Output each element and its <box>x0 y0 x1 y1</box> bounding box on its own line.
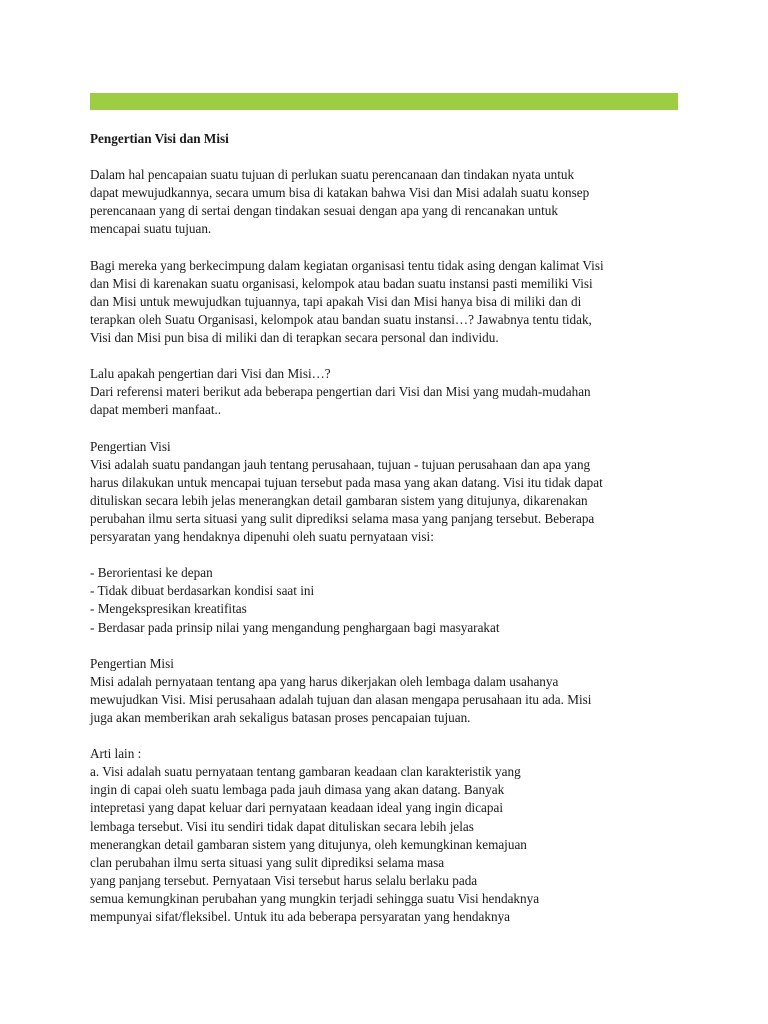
paragraph <box>90 655 690 727</box>
text-line: lembaga tersebut. Visi itu sendiri tidak dapat dituliskan secara lebih jelas <box>90 818 474 834</box>
text-line: Visi dan Misi pun bisa di miliki dan di terapkan secara personal dan individu. <box>90 330 499 346</box>
text-line: yang panjang tersebut. Pernyataan Visi tersebut harus selalu berlaku pada <box>90 872 478 888</box>
text-line: perubahan ilmu serta situasi yang sulit diprediksi selama masa yang panjang tersebut. Beberapa <box>90 510 595 526</box>
text-line: intepretasi yang dapat keluar dari pernyataan keadaan ideal yang ingin dicapai <box>90 800 504 816</box>
text-line: - Mengekspresikan kreatifitas <box>90 601 247 617</box>
text-line: Misi adalah pernyataan tentang apa yang harus dikerjakan oleh lembaga dalam usahanya <box>90 673 559 689</box>
paragraph <box>90 438 690 547</box>
paragraph <box>90 564 690 636</box>
text-line: Pengertian Misi <box>90 655 174 671</box>
document-body <box>90 130 690 944</box>
text-line: harus dilakukan untuk mencapai tujuan tersebut pada masa yang akan datang. Visi itu tidak dapat <box>90 474 603 490</box>
text-line: juga akan memberikan arah sekaligus batasan proses pencapaian tujuan. <box>90 710 471 725</box>
accent-bar <box>90 93 678 110</box>
paragraph <box>90 257 690 347</box>
text-line: - Berorientasi ke depan <box>90 565 213 581</box>
text-line: Bagi mereka yang berkecimpung dalam kegiatan organisasi tentu tidak asing dengan kalimat Visi <box>90 257 604 273</box>
text-line: mempunyai sifat/fleksibel. Untuk itu ada beberapa persyaratan yang hendaknya <box>90 909 511 925</box>
paragraph <box>90 745 690 926</box>
text-line: persyaratan yang hendaknya dipenuhi oleh suatu pernyataan visi: <box>90 529 434 545</box>
paragraph <box>90 166 690 238</box>
text-line: dapat mewujudkannya, secara umum bisa di katakan bahwa Visi dan Misi adalah suatu konsep <box>90 185 590 201</box>
text-line: Dari referensi materi berikut ada beberapa pengertian dari Visi dan Misi yang mudah-mudahan <box>90 384 591 400</box>
text-line: dan Misi di karenakan suatu organisasi, kelompok atau badan suatu instansi pasti memiliki Visi <box>90 275 593 291</box>
text-line: mewujudkan Visi. Misi perusahaan adalah tujuan dan alasan mengapa perusahaan itu ada. Misi <box>90 691 592 707</box>
text-line: a. Visi adalah suatu pernyataan tentang gambaran keadaan clan karakteristik yang <box>90 764 521 780</box>
text-line: Arti lain : <box>90 746 142 762</box>
text-line: dan Misi untuk mewujudkan tujuannya, tapi apakah Visi dan Misi hanya bisa di miliki dan di <box>90 293 582 309</box>
text-line: Visi adalah suatu pandangan jauh tentang perusahaan, tujuan - tujuan perusahaan dan apa yang <box>90 456 591 472</box>
text-line: Dalam hal pencapaian suatu tujuan di perlukan suatu perencanaan dan tindakan nyata untuk <box>90 167 575 183</box>
text-line: semua kemungkinan perubahan yang mungkin terjadi sehingga suatu Visi hendaknya <box>90 890 540 906</box>
text-line: - Tidak dibuat berdasarkan kondisi saat ini <box>90 583 315 599</box>
text-line: perencanaan yang di sertai dengan tindakan sesuai dengan apa yang di rencanakan untuk <box>90 203 558 219</box>
page-title: Pengertian Visi dan Misi <box>90 131 229 146</box>
text-line: clan perubahan ilmu serta situasi yang sulit diprediksi selama masa <box>90 854 445 870</box>
text-line: terapkan oleh Suatu Organisasi, kelompok atau bandan suatu instansi…? Jawabnya tentu tidak, <box>90 311 592 327</box>
text-line: dapat memberi manfaat.. <box>90 402 222 418</box>
text-line: Pengertian Visi <box>90 438 171 454</box>
text-line: menerangkan detail gambaran sistem yang ditujunya, oleh kemungkinan kemajuan <box>90 836 527 852</box>
text-line: - Berdasar pada prinsip nilai yang mengandung penghargaan bagi masyarakat <box>90 619 500 635</box>
paragraph <box>90 365 690 419</box>
text-line: mencapai suatu tujuan. <box>90 221 212 237</box>
text-line: ingin di capai oleh suatu lembaga pada jauh dimasa yang akan datang. Banyak <box>90 782 505 798</box>
text-line: Lalu apakah pengertian dari Visi dan Misi…? <box>90 366 331 382</box>
paragraph-list <box>90 166 690 926</box>
text-line: dituliskan secara lebih jelas menerangkan detail gambaran sistem yang ditujunya, dikarenakan <box>90 492 588 508</box>
